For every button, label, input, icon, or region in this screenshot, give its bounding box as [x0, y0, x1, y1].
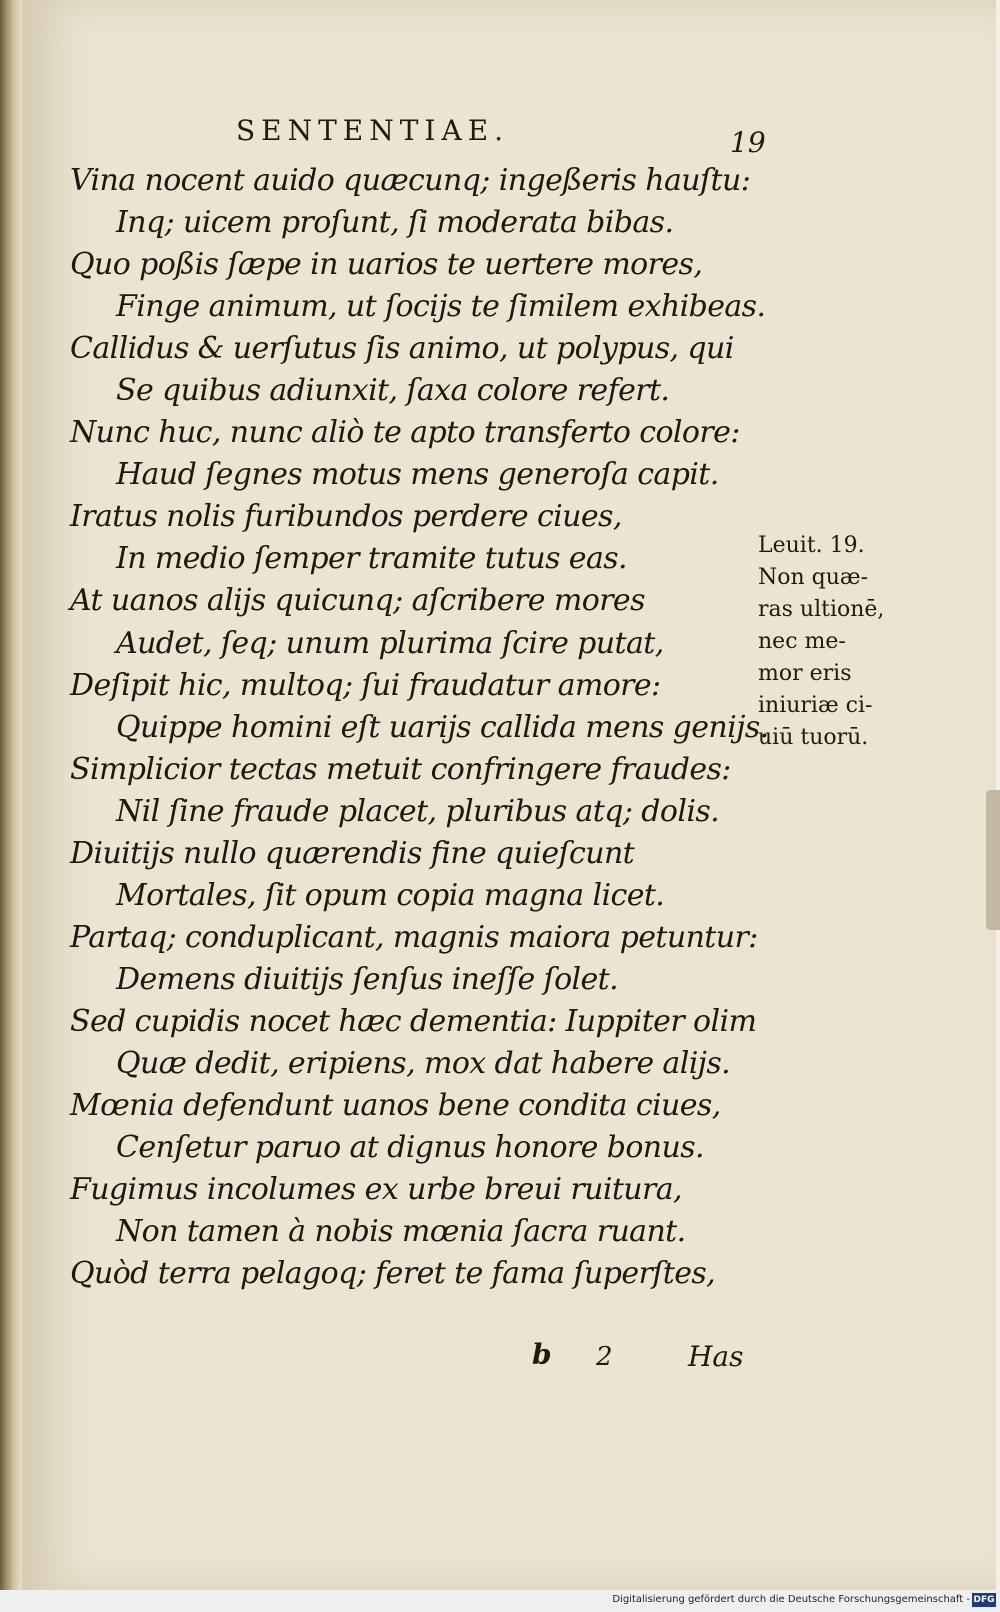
verse-line: Iratus nolis furibundos perdere ciues,	[70, 499, 622, 535]
footer-bar	[0, 1590, 1000, 1612]
page-edge-tab	[986, 790, 1000, 930]
signature-number: 2	[596, 1342, 613, 1372]
margin-note-line: Non quæ-	[758, 565, 869, 590]
verse-line: Non tamen à nobis mœnia ſacra ruant.	[116, 1214, 686, 1250]
verse-line: At uanos alijs quicunq; aſcribere mores	[70, 583, 645, 619]
catchword: Has	[688, 1340, 744, 1373]
margin-note-line: mor eris	[758, 661, 852, 686]
book-spine-edge	[0, 0, 22, 1590]
verse-line: Fugimus incolumes ex urbe breui ruitura,	[70, 1172, 682, 1208]
footer-credit: Digitalisierung gefördert durch die Deutsche Forschungsgemeinschaft -	[612, 1594, 970, 1605]
verse-line: Se quibus adiunxit, ſaxa colore refert.	[116, 373, 670, 409]
verse-line: Partaq; conduplicant, magnis maiora petuntur:	[70, 919, 758, 955]
margin-note-line: uiū tuorū.	[758, 725, 869, 750]
verse-line: Vina nocent auido quæcunq; ingeßeris hauſtu:	[70, 163, 751, 198]
verse-line: Haud ſegnes motus mens generoſa capit.	[116, 457, 719, 493]
verse-line: Nunc huc, nunc aliò te apto transferto colore:	[70, 415, 740, 451]
verse-line: Sed cupidis nocet hæc dementia: Iuppiter olim	[70, 1003, 757, 1039]
verse-line: Mœnia defendunt uanos bene condita ciues,	[70, 1088, 721, 1124]
signature-mark: b	[532, 1338, 552, 1371]
running-head: SENTENTIAE.	[236, 114, 510, 147]
verse-line: Finge animum, ut ſocijs te ſimilem exhibeas.	[116, 289, 766, 325]
margin-note	[758, 530, 884, 754]
verse-line: Quòd terra pelagoq; feret te fama ſuperſtes,	[70, 1256, 716, 1292]
page-number: 19	[730, 126, 766, 159]
verse-line: Simplicior tectas metuit confringere fraudes:	[70, 751, 731, 787]
margin-note-line: nec me-	[758, 629, 846, 654]
verse-line: Mortales, ſit opum copia magna licet.	[116, 877, 665, 913]
verse-line: In medio ſemper tramite tutus eas.	[116, 541, 627, 577]
verse-line: Quæ dedit, eripiens, mox dat habere alijs.	[116, 1045, 731, 1081]
verse-line: Demens diuitijs ſenſus ineſſe ſolet.	[116, 961, 619, 997]
dfg-logo: DFG	[973, 1595, 995, 1605]
verse-line: Inq; uicem proſunt, ſi moderata bibas.	[116, 205, 674, 241]
verse-text	[70, 160, 769, 1295]
margin-note-line: Leuit. 19.	[758, 533, 865, 558]
verse-line: Diuitijs nullo quærendis fine quieſcunt	[70, 835, 635, 871]
verse-line: Deſipit hic, multoq; ſui fraudatur amore:	[70, 667, 661, 703]
margin-note-line: ras ultionē,	[758, 597, 885, 622]
verse-line: Callidus & uerſutus ſis animo, ut polypus, qui	[70, 331, 734, 367]
verse-line: Audet, ſeq; unum plurima ſcire putat,	[116, 625, 664, 661]
verse-line: Quo poßis ſæpe in uarios te uertere mores,	[70, 247, 703, 283]
margin-note-line: iniuriæ ci-	[758, 693, 873, 718]
verse-line: Cenſetur paruo at dignus honore bonus.	[116, 1130, 704, 1166]
verse-line: Quippe homini eſt uarijs callida mens genijs.	[116, 709, 769, 745]
verse-line: Nil ſine fraude placet, pluribus atq; dolis.	[116, 793, 720, 829]
